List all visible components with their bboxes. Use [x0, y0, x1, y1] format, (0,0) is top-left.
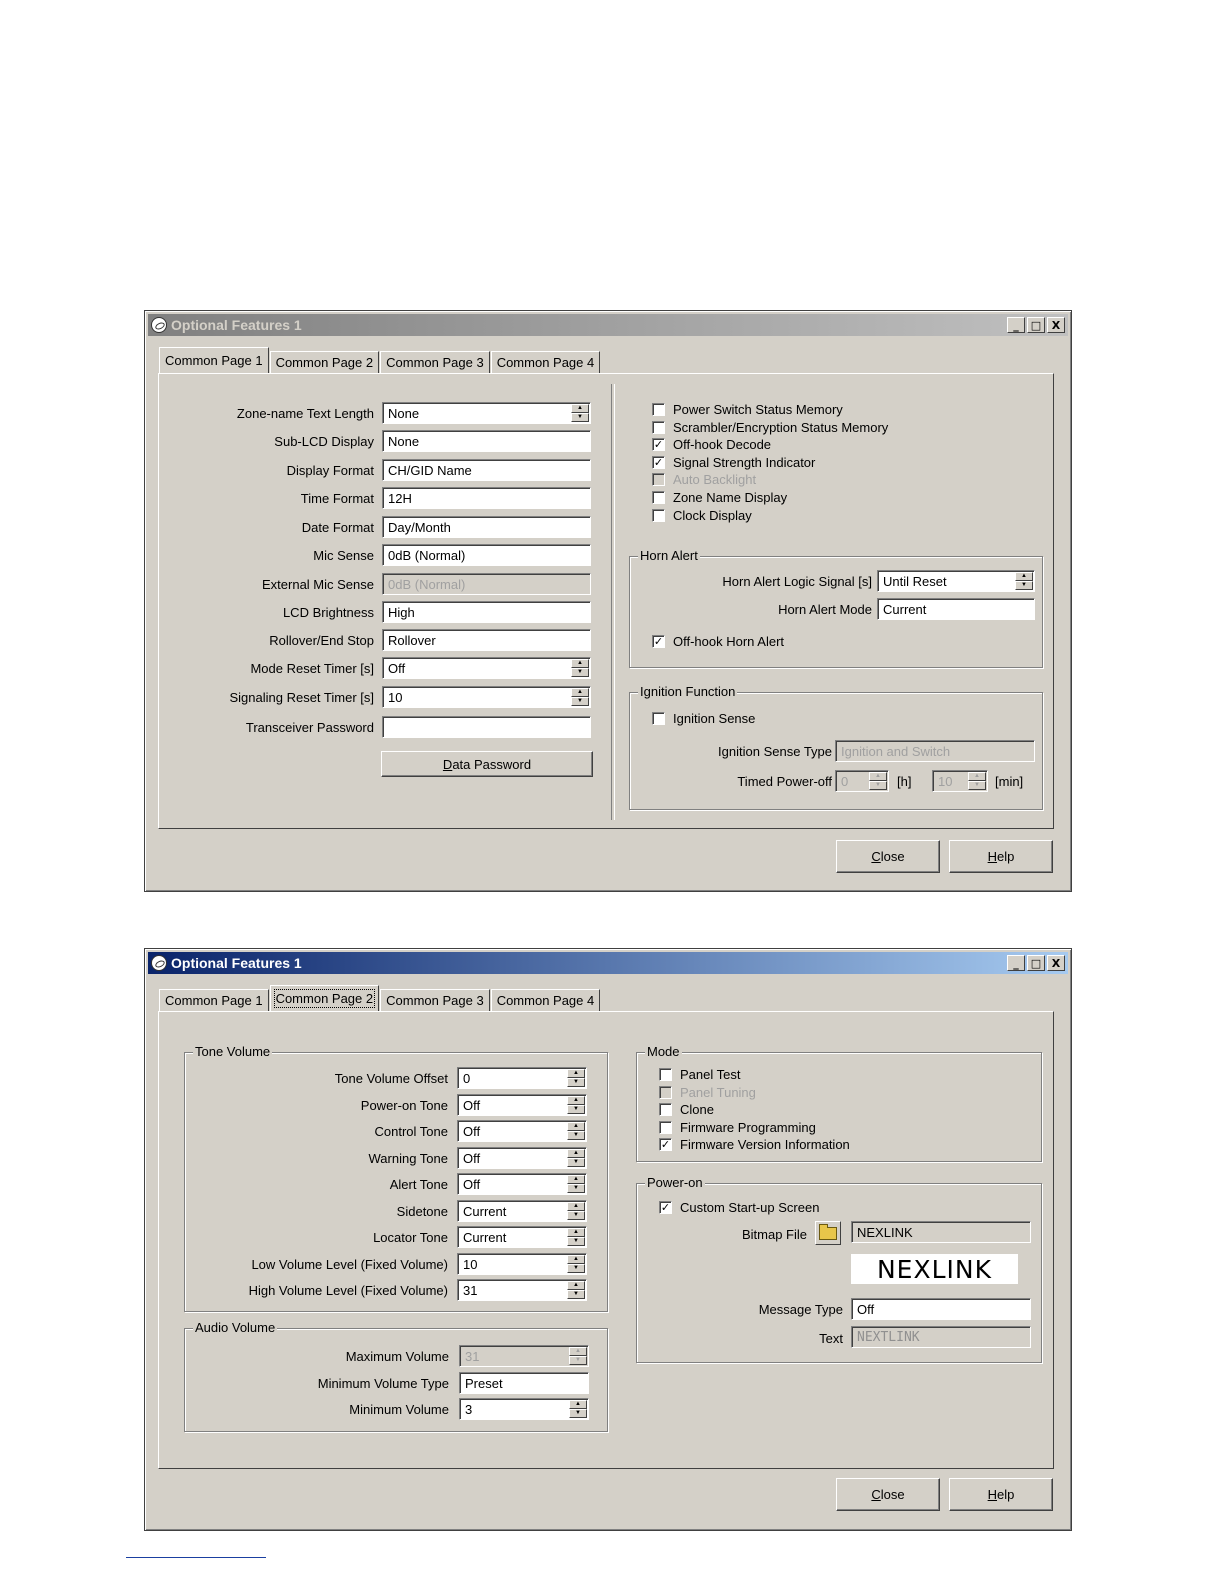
firmware-version-information-checkbox[interactable]: ✓ Firmware Version Information [660, 1137, 850, 1153]
time-format-label: Time Format [300, 491, 374, 506]
mode-reset-timer-s-field[interactable]: Off ▲ ▼ [382, 657, 591, 679]
optional-features-window-1 [144, 310, 1072, 892]
spinner[interactable]: ▲ ▼ [567, 1096, 585, 1114]
checkbox-box[interactable] [652, 509, 665, 522]
mic-sense-field[interactable]: 0dB (Normal) [382, 544, 591, 566]
app-icon [151, 317, 167, 333]
message-type-label: Message Type [758, 1302, 843, 1317]
high-volume-level-fixed-volume-label: High Volume Level (Fixed Volume) [248, 1283, 448, 1298]
zone-name-text-length-label: Zone-name Text Length [236, 406, 374, 421]
tab-common-page-4[interactable]: Common Page 4 [491, 989, 601, 1011]
horn-alert-group [629, 548, 1043, 668]
bitmap-file-label: Bitmap File [741, 1227, 807, 1242]
sub-lcd-display-label: Sub-LCD Display [274, 434, 374, 449]
mode-group [636, 1044, 1042, 1162]
spinner[interactable]: ▲ ▼ [968, 772, 986, 790]
checkbox-box[interactable] [652, 473, 665, 486]
checkbox-box[interactable] [652, 403, 665, 416]
maximize-button[interactable]: □ [1027, 317, 1045, 333]
checkbox-box[interactable] [659, 1121, 672, 1134]
low-volume-level-fixed-volume-label: Low Volume Level (Fixed Volume) [251, 1256, 448, 1272]
sidetone-label: Sidetone [396, 1203, 448, 1219]
spinner[interactable]: ▲ ▼ [567, 1202, 585, 1220]
maximum-volume-label: Maximum Volume [345, 1349, 449, 1364]
power-switch-status-memory-checkbox[interactable]: Power Switch Status Memory [652, 402, 843, 417]
signal-strength-indicator-checkbox[interactable]: ✓ Signal Strength Indicator [653, 454, 816, 470]
folder-open-icon [819, 1227, 837, 1240]
alert-tone-label: Alert Tone [389, 1177, 448, 1192]
optional-features-window-2 [144, 948, 1072, 1531]
date-format-field[interactable]: Day/Month [382, 516, 591, 538]
help-button[interactable]: H elp [949, 1478, 1053, 1511]
lcd-brightness-field[interactable]: High [382, 601, 591, 623]
spinner[interactable]: ▲ ▼ [869, 772, 887, 790]
checkbox-box[interactable]: ✓ [660, 1201, 671, 1214]
panel-tuning-checkbox[interactable]: Panel Tuning [659, 1085, 756, 1100]
spinner[interactable]: ▲ ▼ [567, 1281, 585, 1299]
firmware-programming-checkbox[interactable]: Firmware Programming [659, 1120, 816, 1135]
clone-checkbox[interactable]: Clone [659, 1102, 714, 1117]
power-on-tone-field[interactable]: Off ▲ ▼ [457, 1094, 587, 1116]
auto-backlight-checkbox[interactable]: Auto Backlight [652, 472, 756, 487]
startup-logo-preview: NEXLINK [851, 1254, 1018, 1284]
text-label: Text [819, 1331, 843, 1346]
lcd-brightness-label: LCD Brightness [282, 605, 374, 620]
spinner[interactable]: ▲ ▼ [567, 1255, 585, 1273]
checkbox-box[interactable] [652, 491, 665, 504]
locator-tone-field[interactable]: Current ▲ ▼ [457, 1226, 587, 1248]
alert-tone-field[interactable]: Off ▲ ▼ [457, 1173, 587, 1195]
close-window-button[interactable]: X [1047, 955, 1065, 971]
checkbox-box[interactable] [652, 421, 665, 434]
control-tone-field[interactable]: Off ▲ ▼ [457, 1120, 587, 1142]
spinner[interactable]: ▲ ▼ [571, 659, 589, 677]
mode-reset-timer-s-label: Mode Reset Timer [s] [250, 661, 374, 676]
tab-common-page-3[interactable]: Common Page 3 [380, 989, 490, 1011]
power-on-title: Power-on [647, 1175, 703, 1190]
panel-test-checkbox[interactable]: Panel Test [659, 1067, 740, 1082]
close-button[interactable]: C lose [836, 1478, 940, 1511]
minimum-volume-field[interactable]: 3 ▲ ▼ [459, 1398, 589, 1420]
scrambler-encryption-status-memory-checkbox[interactable]: Scrambler/Encryption Status Memory [652, 420, 888, 435]
footnote-separator [126, 1557, 266, 1558]
display-format-label: Display Format [286, 463, 374, 478]
off-hook-decode-checkbox[interactable]: ✓ Off-hook Decode [653, 437, 772, 453]
horn-alert-logic-signal-field[interactable]: Until Reset ▲ ▼ [877, 570, 1035, 592]
checkbox-box[interactable]: ✓ [653, 455, 664, 469]
rollover-end-stop-label: Rollover/End Stop [269, 633, 374, 648]
ignition-function-title: Ignition Function [640, 684, 736, 699]
signaling-reset-timer-s-field[interactable]: 10 ▲ ▼ [382, 686, 591, 708]
checkbox-box[interactable]: ✓ [653, 438, 664, 452]
checkbox-box[interactable] [659, 1068, 672, 1081]
close-window-button[interactable]: X [1047, 317, 1065, 333]
tone-volume-title: Tone Volume [195, 1044, 271, 1059]
control-tone-label: Control Tone [374, 1124, 448, 1139]
spinner[interactable]: ▲ ▼ [571, 688, 589, 706]
spinner[interactable]: ▲ ▼ [571, 404, 589, 422]
custom-startup-screen-checkbox[interactable]: ✓ Custom Start-up Screen [660, 1200, 820, 1215]
vertical-separator [611, 384, 615, 820]
maximize-button[interactable]: □ [1027, 955, 1045, 971]
minimize-button[interactable]: _ [1007, 955, 1025, 971]
clock-display-checkbox[interactable]: Clock Display [652, 508, 752, 523]
spinner[interactable]: ▲ ▼ [569, 1347, 587, 1365]
spinner[interactable]: ▲ ▼ [567, 1149, 585, 1167]
spinner[interactable]: ▲ ▼ [567, 1069, 585, 1087]
warning-tone-label: Warning Tone [368, 1150, 448, 1166]
minimum-volume-type-label: Minimum Volume Type [317, 1375, 449, 1391]
rollover-end-stop-field[interactable]: Rollover [382, 629, 591, 651]
tab-common-page-2[interactable]: Common Page 2 [270, 985, 380, 1011]
text-field[interactable]: NEXTLINK [851, 1326, 1031, 1348]
ignition-sense-type-label: Ignition Sense Type [718, 744, 832, 759]
external-mic-sense-field[interactable]: 0dB (Normal) [382, 573, 591, 595]
tab-common-page-2[interactable]: Common Page 2 [270, 351, 380, 373]
checkbox-box[interactable]: ✓ [660, 1138, 671, 1152]
checkbox-box[interactable]: ✓ [653, 635, 664, 648]
transceiver-password-field[interactable] [382, 716, 591, 738]
checkbox-box[interactable] [659, 1103, 672, 1116]
sub-lcd-display-field[interactable]: None [382, 430, 591, 452]
warning-tone-field[interactable]: Off ▲ ▼ [457, 1147, 587, 1169]
audio-volume-group [184, 1320, 608, 1432]
title-bar[interactable] [148, 314, 1068, 336]
message-type-field[interactable]: Off [851, 1298, 1031, 1320]
tab-common-page-4[interactable]: Common Page 4 [491, 351, 601, 373]
timed-minutes-field[interactable]: 10 ▲ ▼ [932, 770, 988, 792]
power-on-group [636, 1175, 1042, 1363]
horn-alert-logic-signal-label: Horn Alert Logic Signal [s] [722, 574, 872, 589]
tab-common-page-1[interactable]: Common Page 1 [159, 989, 269, 1011]
mode-title: Mode [647, 1044, 680, 1059]
horn-alert-mode-field[interactable]: Current [877, 598, 1035, 620]
horn-alert-mode-label: Horn Alert Mode [778, 602, 872, 617]
bitmap-file-field[interactable]: NEXLINK [851, 1221, 1031, 1243]
spinner[interactable]: ▲ ▼ [1015, 572, 1033, 590]
spinner[interactable]: ▲ ▼ [567, 1228, 585, 1246]
tone-volume-group [184, 1044, 608, 1312]
tab-panel [158, 373, 1054, 829]
signaling-reset-timer-s-label: Signaling Reset Timer [s] [229, 690, 374, 705]
tab-panel [158, 1011, 1054, 1469]
title-bar[interactable] [148, 952, 1068, 974]
minutes-unit-label: [min] [995, 774, 1024, 789]
mic-sense-label: Mic Sense [313, 548, 374, 563]
time-format-field[interactable]: 12H [382, 487, 591, 509]
spinner[interactable]: ▲ ▼ [567, 1175, 585, 1193]
help-button[interactable]: H elp [949, 840, 1053, 873]
minimum-volume-label: Minimum Volume [349, 1402, 449, 1417]
close-button[interactable]: C lose [836, 840, 940, 873]
locator-tone-label: Locator Tone [373, 1230, 448, 1245]
audio-volume-title: Audio Volume [195, 1320, 276, 1335]
tab-common-page-1[interactable]: Common Page 1 [159, 347, 269, 373]
checkbox-box[interactable] [652, 712, 665, 725]
tone-volume-offset-label: Tone Volume Offset [334, 1071, 448, 1086]
horn-alert-title: Horn Alert [640, 548, 698, 563]
data-password-button[interactable]: D ata Password [381, 751, 593, 777]
power-on-tone-label: Power-on Tone [360, 1097, 448, 1113]
spinner[interactable]: ▲ ▼ [567, 1122, 585, 1140]
spinner[interactable]: ▲ ▼ [569, 1400, 587, 1418]
external-mic-sense-label: External Mic Sense [262, 577, 374, 592]
ignition-sense-type-field[interactable]: Ignition and Switch [835, 740, 1035, 762]
window-title: Optional Features 1 [171, 955, 302, 971]
offhook-horn-alert-checkbox[interactable]: ✓ Off-hook Horn Alert [653, 634, 785, 649]
sidetone-field[interactable]: Current ▲ ▼ [457, 1200, 587, 1222]
minimize-button[interactable]: _ [1007, 317, 1025, 333]
maximum-volume-field[interactable]: 31 ▲ ▼ [459, 1345, 589, 1367]
low-volume-level-fixed-volume-field[interactable]: 10 ▲ ▼ [457, 1253, 587, 1275]
timed-power-off-label: Timed Power-off [737, 774, 832, 789]
checkbox-box[interactable] [659, 1086, 672, 1099]
tone-volume-offset-field[interactable]: 0 ▲ ▼ [457, 1067, 587, 1089]
zone-name-display-checkbox[interactable]: Zone Name Display [652, 490, 787, 505]
minimum-volume-type-field[interactable]: Preset [459, 1372, 589, 1394]
display-format-field[interactable]: CH/GID Name [382, 459, 591, 481]
ignition-sense-checkbox[interactable]: Ignition Sense [652, 711, 755, 726]
tab-common-page-3[interactable]: Common Page 3 [380, 351, 490, 373]
browse-bitmap-button[interactable] [815, 1221, 841, 1245]
high-volume-level-fixed-volume-field[interactable]: 31 ▲ ▼ [457, 1279, 587, 1301]
transceiver-password-label: Transceiver Password [245, 720, 374, 735]
hours-unit-label: [h] [897, 774, 912, 789]
zone-name-text-length-field[interactable]: None ▲ ▼ [382, 402, 591, 424]
app-icon [151, 955, 167, 971]
window-title: Optional Features 1 [171, 317, 302, 333]
ignition-function-group [629, 684, 1043, 810]
date-format-label: Date Format [301, 520, 374, 535]
timed-hours-field[interactable]: 0 ▲ ▼ [835, 770, 889, 792]
